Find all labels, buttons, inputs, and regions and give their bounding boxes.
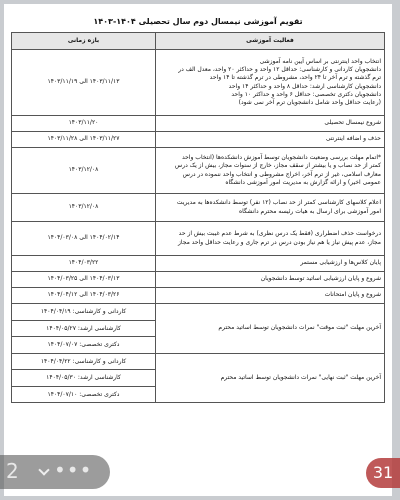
activity-line: پایان کلاس‌ها و ارزشیابی مستمر xyxy=(300,259,381,267)
activity-cell xyxy=(156,304,385,354)
period-subcell-group xyxy=(12,304,156,354)
dots-icon: ••• xyxy=(54,458,93,482)
table-header-row xyxy=(12,33,385,50)
activity-line: *اتمام مهلت بررسی وضعیت دانشجویان توسط آموزش دانشکده‌ها (انتخاب واحد xyxy=(181,153,381,161)
table-row xyxy=(12,116,385,132)
activity-line: آخرین مهلت "ثبت موقت" نمرات دانشجویان توسط اساتید محترم xyxy=(218,324,381,332)
page-indicator[interactable] xyxy=(0,455,110,489)
period-text: ۱۴۰۴/۰۲/۱۴ الی ۱۴۰۴/۰۳/۰۸ xyxy=(47,234,120,242)
period-cell xyxy=(12,194,156,222)
activity-line: شروع و پایان ارزشیابی اساتید توسط دانشجویان xyxy=(260,275,381,283)
period-subcell: کارشناسی ارشد: ۱۴۰۴/۰۵/۲۷ xyxy=(12,321,155,338)
activity-line: درخواست حذف اضطراری (فقط یک درس نظری) به شرط عدم غیبت بیش از حد xyxy=(178,230,381,238)
activity-line: دانشجویان کاردانی و کارشناسی: حداقل ۱۲ واحد و حداکثر ۲۰ واحد، معدل الف در xyxy=(178,65,381,73)
table-body xyxy=(12,50,385,403)
period-text: ۱۴۰۳/۱۱/۲۷ الی ۱۴۰۳/۱۱/۲۸ xyxy=(47,135,120,143)
activity-line: حذف و اضافه اینترنتی xyxy=(325,135,381,143)
activity-line: دانشجویان دکتری تخصصی: حداقل ۶ واحد و حداکثر ۱۰ واحد xyxy=(231,90,381,98)
period-cell xyxy=(12,116,156,132)
table-row xyxy=(12,194,385,222)
table-row xyxy=(12,50,385,116)
period-text: ۱۴۰۳/۱۲/۰۸ xyxy=(68,203,99,211)
activity-cell xyxy=(156,288,385,304)
table-row xyxy=(12,148,385,194)
period-subcell: کاردانی و کارشناسی: ۱۴۰۴/۰۴/۲۲ xyxy=(12,354,155,371)
activity-cell xyxy=(156,272,385,288)
activity-line: انتخاب واحد اینترنتی بر اساس آیین نامه آموزشی xyxy=(259,57,381,65)
activity-cell xyxy=(156,194,385,222)
period-subcell: دکتری تخصصی: ۱۴۰۴/۰۷/۱۰ xyxy=(47,390,120,398)
academic-calendar-table xyxy=(11,32,385,403)
activity-cell xyxy=(156,116,385,132)
period-cell xyxy=(12,50,156,116)
page-title: تقویم آموزشی نیمسال دوم سال تحصیلی ۱۴۰۴-۱۴۰۳ xyxy=(93,17,303,26)
period-cell xyxy=(12,148,156,194)
activity-line: شروع و پایان امتحانات xyxy=(324,291,381,299)
table-row xyxy=(12,288,385,304)
activity-line: آخرین مهلت "ثبت نهایی" نمرات دانشجویان توسط اساتید محترم xyxy=(220,373,381,381)
period-text: ۱۴۰۴/۰۳/۱۳ الی ۱۴۰۴/۰۳/۲۵ xyxy=(47,275,120,283)
table-row xyxy=(12,304,385,354)
table-row xyxy=(12,222,385,256)
period-cell xyxy=(12,256,156,272)
period-text: ۱۴۰۴/۰۳/۲۲ xyxy=(68,259,99,267)
period-subcell: کارشناسی ارشد: ۱۴۰۴/۰۵/۳۰ xyxy=(12,370,155,387)
period-text: ۱۴۰۳/۱۱/۲۰ xyxy=(68,119,99,127)
period-text: ۱۴۰۴/۰۳/۲۶ الی ۱۴۰۴/۰۴/۱۲ xyxy=(47,291,120,299)
period-subcell-group xyxy=(12,353,156,403)
page-number: 2 xyxy=(6,459,19,483)
progress-badge: 31 xyxy=(366,458,400,488)
period-cell xyxy=(12,132,156,148)
activity-line: کمتر از حد نصاب و یا بیشتر از سقف مجاز، خارج از سنوات مجاز، بیش از یک درس xyxy=(174,162,381,170)
period-subcell: کاردانی و کارشناسی: ۱۴۰۴/۰۴/۱۹ xyxy=(12,304,155,321)
period-cell xyxy=(12,288,156,304)
activity-line: اعلام کلاسهای کارشناسی کمتر از حد نصاب (۱۲ نفر) توسط دانشکده‌ها به مدیریت xyxy=(176,199,381,207)
period-text: ۱۴۰۳/۱۲/۰۸ xyxy=(68,166,99,174)
activity-line: امور آموزشی برای ارسال به هیات رئیسه محترم دانشگاه xyxy=(238,207,381,215)
activity-cell xyxy=(156,50,385,116)
activity-cell xyxy=(156,353,385,403)
activity-line: دانشجویان کارشناسی ارشد: حداقل ۸ واحد و حداکثر ۱۴ واحد xyxy=(228,82,381,90)
document-page xyxy=(4,4,392,496)
header-activity: فعالیت آموزشی xyxy=(156,33,385,50)
activity-line: ترم گذشته و ترم آخر تا ۲۴ واحد، مشروطی در ترم گذشته تا ۱۴ واحد xyxy=(209,74,381,82)
activity-line: مجاز، عدم پیش نیاز یا هم نیاز بودن درس در ترم جاری و رعایت حداقل واحد مجاز xyxy=(178,238,381,246)
header-period: بازه زمانی xyxy=(12,33,156,50)
activity-line: شروع نیمسال تحصیلی xyxy=(324,119,381,127)
table-row xyxy=(12,353,385,403)
table-row xyxy=(12,272,385,288)
activity-cell xyxy=(156,148,385,194)
activity-cell xyxy=(156,132,385,148)
period-text: ۱۴۰۳/۱۱/۱۳ الی ۱۴۰۳/۱۱/۱۹ xyxy=(47,78,120,86)
activity-cell xyxy=(156,256,385,272)
period-cell xyxy=(12,272,156,288)
activity-line: معارف اسلامی، غیر از ترم آخر، اخراج مشروطی و انتخاب واحد ننموده در درس xyxy=(182,170,381,178)
activity-cell xyxy=(156,222,385,256)
activity-line: عمومی اخیر) و ارائه گزارش به مدیریت امور آموزشی دانشگاه xyxy=(225,178,381,186)
table-row xyxy=(12,256,385,272)
chevron-left-icon[interactable] xyxy=(38,464,49,475)
period-subcell: دکتری تخصصی: ۱۴۰۴/۰۷/۰۷ xyxy=(47,341,120,348)
period-cell xyxy=(12,222,156,256)
activity-line: (رعایت حداقل واحد شامل دانشجویان ترم آخر نمی شود) xyxy=(238,99,381,107)
table-row xyxy=(12,132,385,148)
